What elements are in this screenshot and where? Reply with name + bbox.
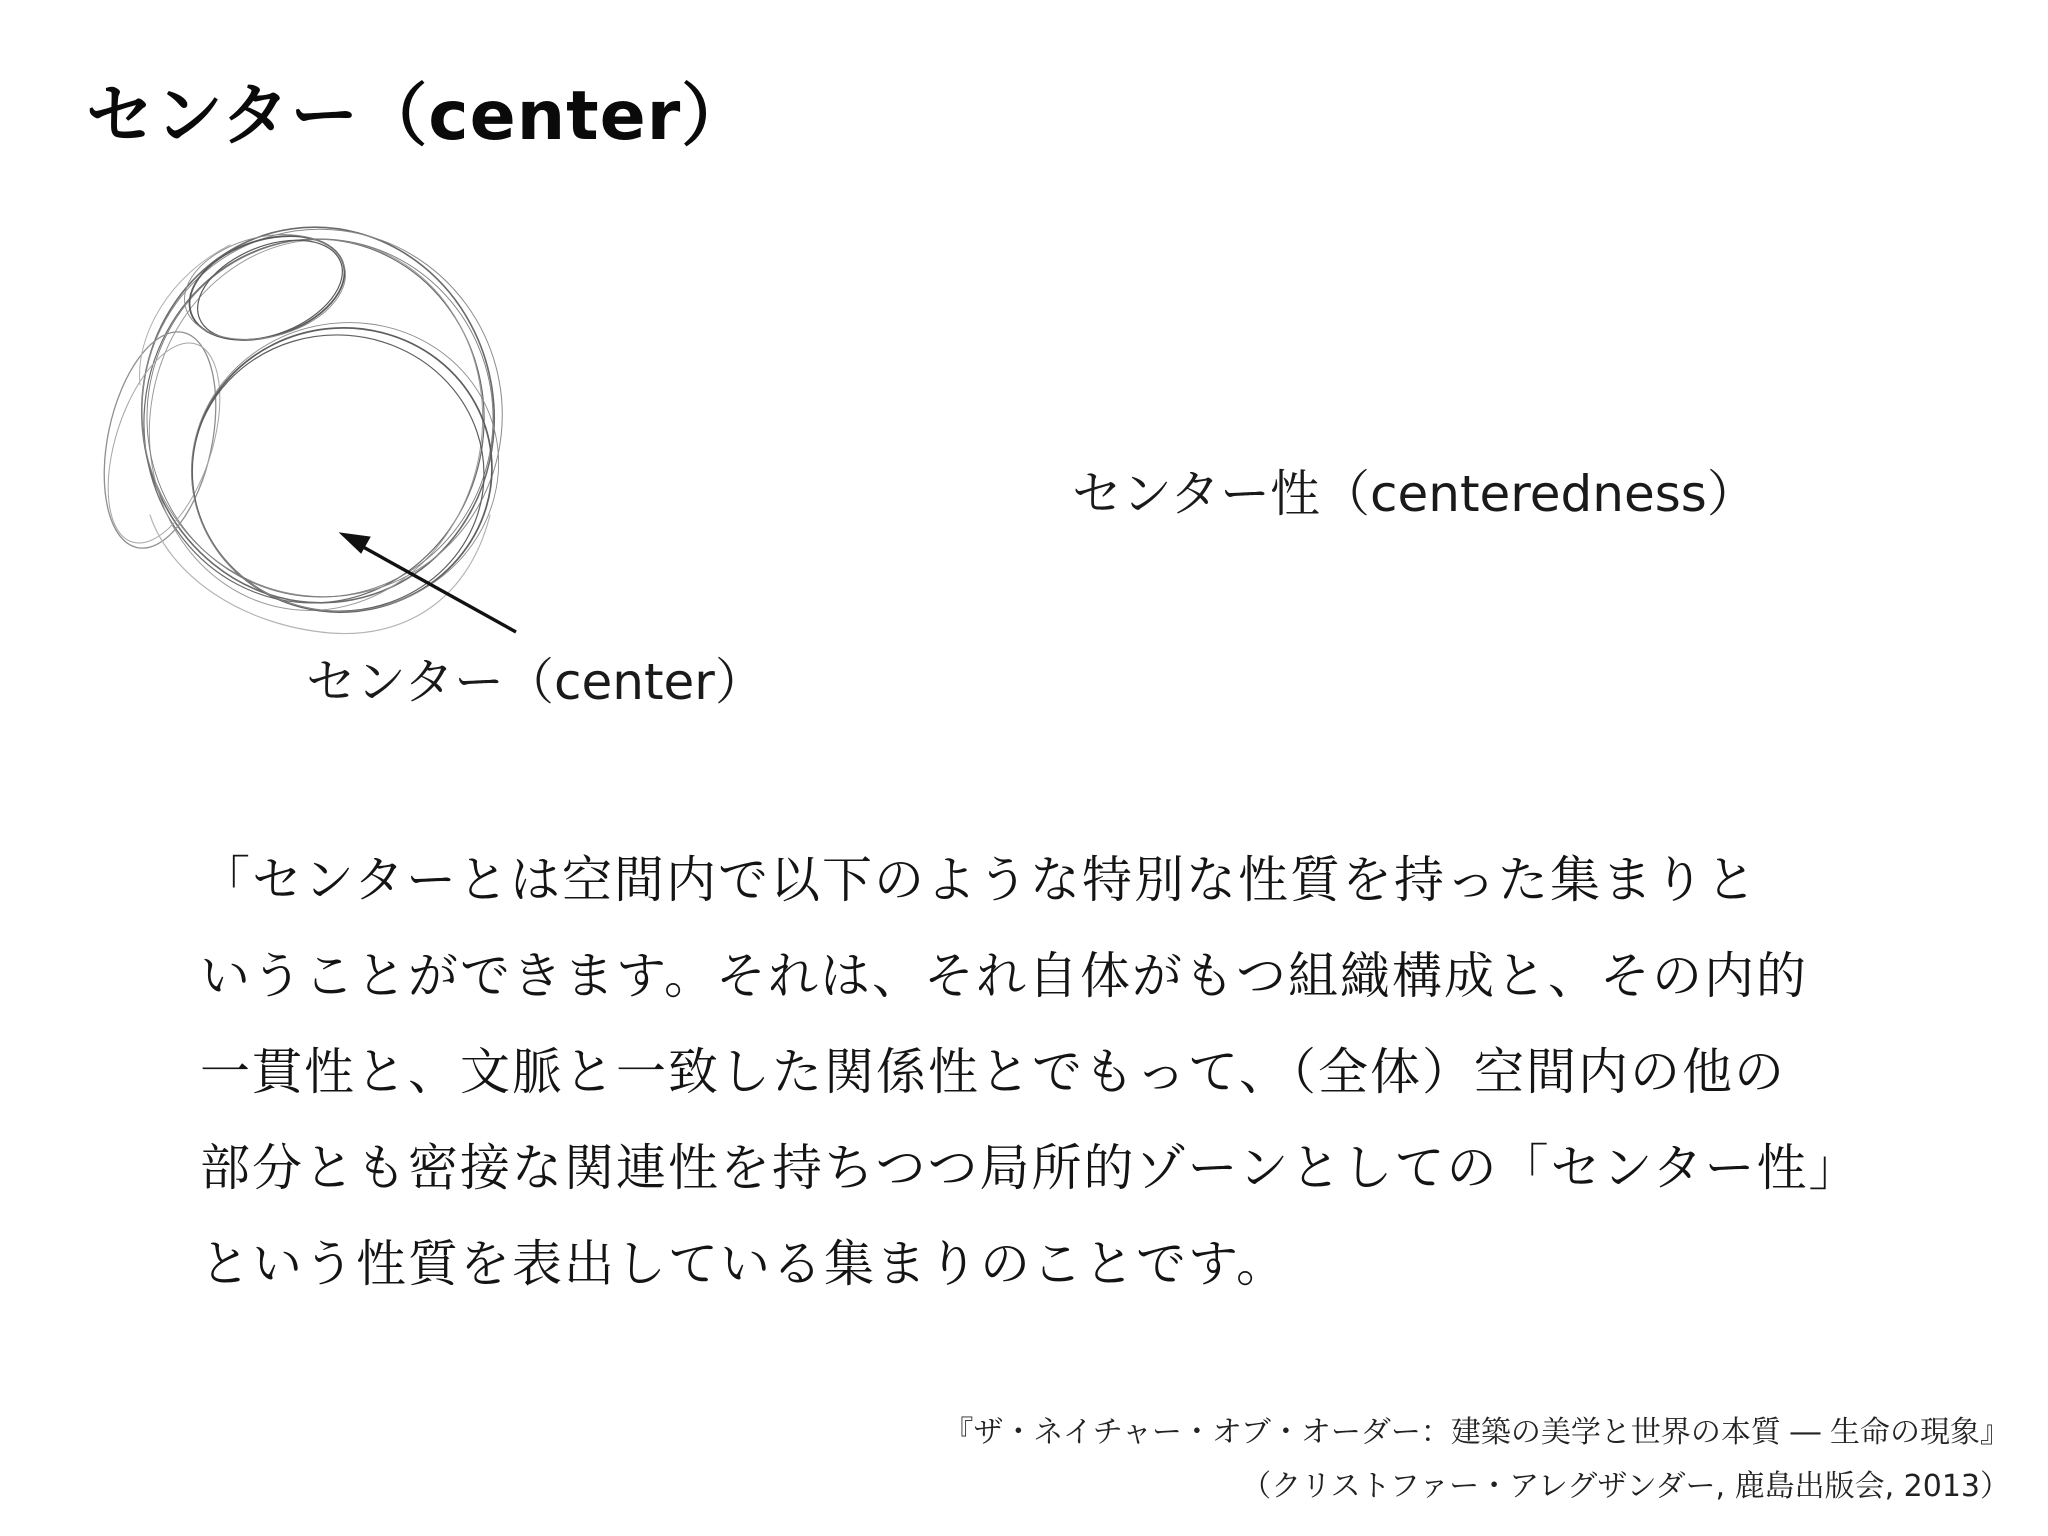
- small-circle-top: [173, 218, 358, 360]
- quote-line-3: 一貫性と、文脈と一致した関係性とでもって、（全体）空間内の他の: [200, 1043, 1786, 1101]
- pointer-arrow: [340, 533, 516, 632]
- citation: [943, 1406, 2010, 1514]
- slide-title: センター（center）: [86, 77, 751, 156]
- centeredness-label: センター性（centeredness）: [1072, 465, 1757, 523]
- center-sketch: [80, 215, 540, 665]
- definition-quote: [200, 832, 1960, 1312]
- small-circle-left: [86, 322, 242, 559]
- citation-book: 『ザ・ネイチャー・オブ・オーダー：建築の美学と世界の本質 ― 生命の現象』: [943, 1415, 2010, 1450]
- center-label: センター（center）: [306, 653, 765, 711]
- big-circle-inner: [164, 294, 525, 640]
- quote-line-2: いうことができます。それは、それ自体がもつ組織構成と、その内的: [200, 947, 1808, 1005]
- citation-author: （クリストファー・アレグザンダー, 鹿島出版会, 2013）: [1241, 1469, 2010, 1504]
- quote-line-4: 部分とも密接な関連性を持ちつつ局所的ゾーンとしての「センター性」: [200, 1139, 1861, 1197]
- outer-circle: [101, 215, 540, 637]
- quote-line-5: という性質を表出している集まりのことです。: [200, 1235, 1288, 1293]
- quote-line-1: 「センターとは空間内で以下のような特別な性質を持った集まりと: [200, 851, 1758, 909]
